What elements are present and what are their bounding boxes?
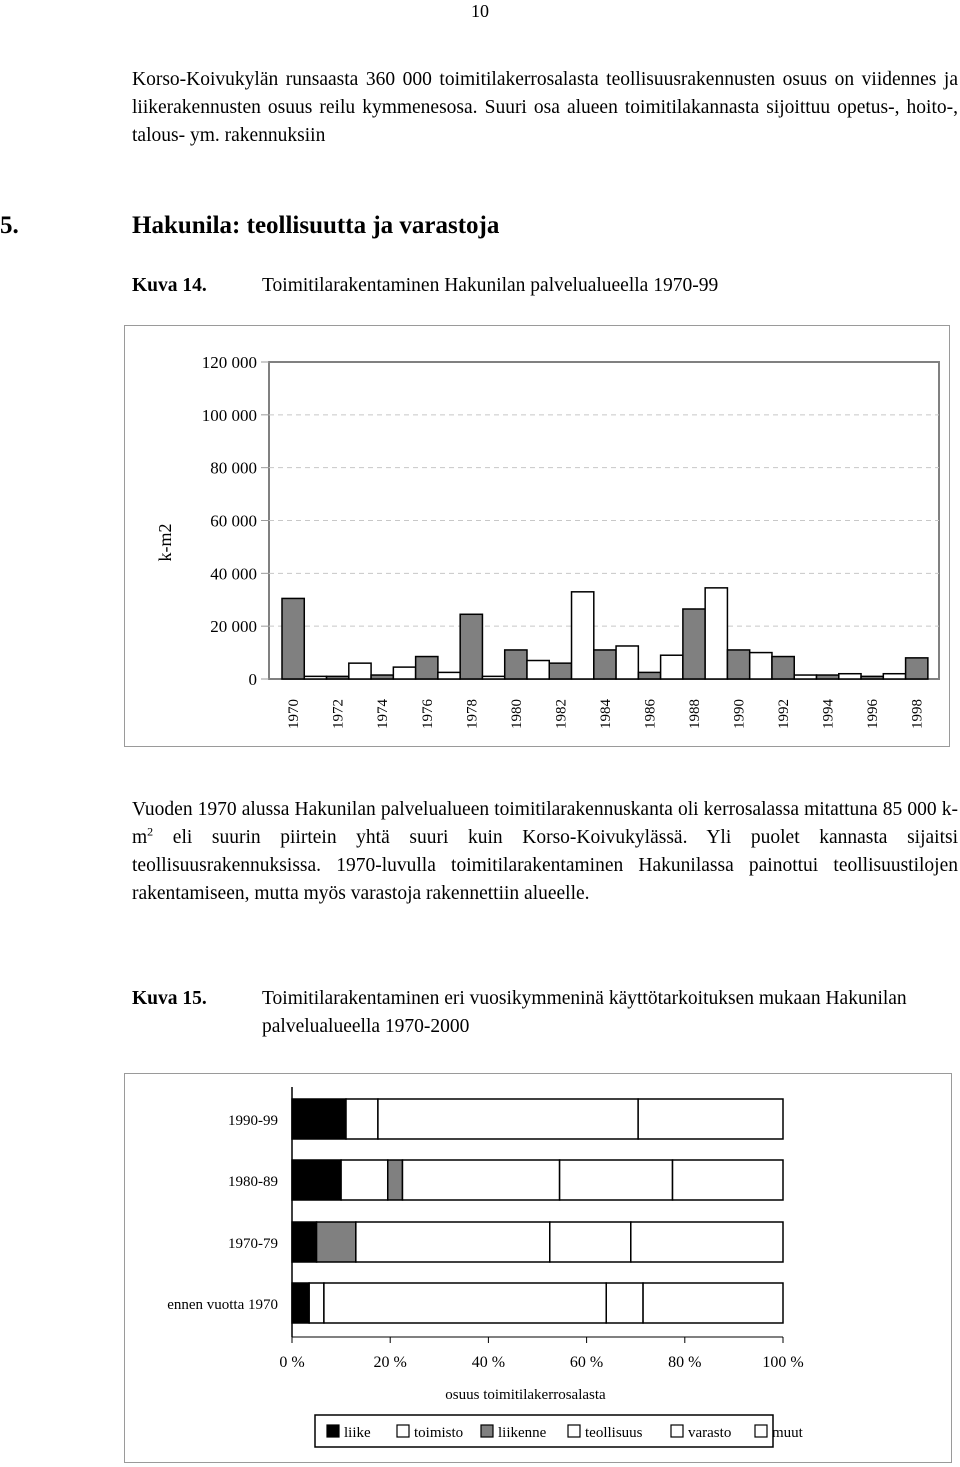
y-tick-label: 80 000 bbox=[210, 458, 257, 478]
segment-toimisto bbox=[346, 1099, 378, 1139]
legend-label: liikenne bbox=[498, 1425, 547, 1441]
x-tick-label: 1972 bbox=[330, 699, 347, 729]
legend-swatch-liike bbox=[327, 1425, 339, 1437]
segment-teollisuus bbox=[356, 1222, 550, 1262]
legend-label: liike bbox=[344, 1425, 371, 1441]
figure-14-caption bbox=[132, 272, 958, 302]
bar bbox=[460, 614, 482, 679]
x-tick-label: 1990 bbox=[731, 699, 748, 729]
x-tick-label: 1992 bbox=[776, 699, 793, 729]
bar bbox=[772, 657, 794, 679]
intro-paragraph: Korso-Koivukylän runsaasta 360 000 toimitilakerrosalasta teollisuusrakennusten osuus on viidennes ja liikerakennusten osuus reilu kymmenesosa. Suuri osa alueen toimitilakannasta sijoittuu opetus-, hoito-, talous- ym. rakennuksiin bbox=[132, 69, 958, 146]
segment-teollisuus bbox=[378, 1099, 638, 1139]
category-label: 1980-89 bbox=[228, 1174, 278, 1190]
x-tick-label: 100 % bbox=[762, 1354, 804, 1371]
segment-liike bbox=[292, 1099, 346, 1139]
segment-muut bbox=[673, 1160, 783, 1200]
x-tick-label: 40 % bbox=[471, 1354, 506, 1371]
x-tick-label: 1980 bbox=[508, 699, 525, 729]
y-tick-label: 60 000 bbox=[210, 511, 257, 531]
figure-14-caption-text: Toimitilarakentaminen Hakunilan palvelualueella 1970-99 bbox=[262, 275, 719, 296]
x-tick-label: 0 % bbox=[279, 1354, 305, 1371]
segment-liikenne bbox=[388, 1160, 403, 1200]
bar bbox=[572, 592, 594, 679]
bar bbox=[750, 653, 772, 679]
x-axis-label: osuus toimitilakerrosalasta bbox=[445, 1387, 606, 1403]
bar bbox=[883, 674, 905, 679]
segment-muut bbox=[643, 1283, 783, 1323]
legend-swatch-muut bbox=[755, 1425, 767, 1437]
page-number: 10 bbox=[471, 1, 489, 21]
body-paragraph-superscript: 2 bbox=[147, 824, 154, 839]
segment-toimisto bbox=[309, 1283, 324, 1323]
section-number: 5. bbox=[0, 212, 19, 239]
bar bbox=[549, 663, 571, 679]
bar bbox=[727, 650, 749, 679]
section-title: Hakunila: teollisuutta ja varastoja bbox=[132, 212, 500, 239]
category-label: ennen vuotta 1970 bbox=[167, 1297, 278, 1313]
figure-14-label: Kuva 14. bbox=[132, 275, 207, 296]
bar bbox=[906, 658, 928, 679]
bar bbox=[839, 674, 861, 679]
bar bbox=[794, 675, 816, 679]
x-tick-label: 80 % bbox=[668, 1354, 702, 1371]
segment-teollisuus bbox=[402, 1160, 559, 1200]
x-tick-label: 1994 bbox=[820, 699, 837, 729]
bar bbox=[861, 676, 883, 679]
bar bbox=[438, 672, 460, 679]
x-tick-label: 1974 bbox=[375, 699, 392, 729]
x-tick-label: 1984 bbox=[597, 699, 614, 729]
annual-construction-chart bbox=[124, 325, 950, 747]
bar bbox=[416, 657, 438, 679]
bar bbox=[349, 663, 371, 679]
bar bbox=[327, 676, 349, 679]
x-tick-label: 1976 bbox=[419, 699, 436, 729]
x-tick-label: 20 % bbox=[373, 1354, 407, 1371]
legend-label: muut bbox=[772, 1425, 803, 1441]
y-tick-label: 120 000 bbox=[201, 353, 257, 372]
figure-15-label: Kuva 15. bbox=[132, 988, 207, 1009]
segment-liike bbox=[292, 1160, 341, 1200]
bar bbox=[594, 650, 616, 679]
x-tick-label: 1986 bbox=[642, 699, 659, 729]
segment-muut bbox=[638, 1099, 783, 1139]
legend-label: teollisuus bbox=[585, 1425, 643, 1441]
body-paragraph-start: Vuoden 1970 alussa Hakunilan palvelualueen toimitilarakennuskanta oli kerrosalassa mitattuna 85 000 k-m bbox=[132, 799, 958, 848]
legend-label: varasto bbox=[688, 1425, 732, 1441]
bar bbox=[705, 588, 727, 679]
annual-construction-chart-svg bbox=[125, 326, 949, 746]
bar bbox=[304, 676, 326, 679]
y-tick-label: 40 000 bbox=[210, 564, 257, 584]
category-label: 1970-79 bbox=[228, 1236, 278, 1252]
usage-share-chart bbox=[124, 1073, 952, 1463]
bar bbox=[638, 672, 660, 679]
segment-varasto bbox=[606, 1283, 643, 1323]
body-paragraph-end: eli suurin piirtein yhtä suuri kuin Korso-Koivukylässä. Yli puolet kannasta sijaitsi teollisuusrakennuksissa. 1970-luvulla toimitilarakentaminen Hakunilassa painottui teollisuustilojen rakentamiseen, mutta myös varastoja rakennettiin alueelle. bbox=[132, 827, 958, 904]
bar bbox=[527, 661, 549, 679]
usage-share-chart-svg bbox=[125, 1074, 951, 1462]
y-tick-label: 100 000 bbox=[201, 405, 257, 425]
x-tick-label: 1982 bbox=[553, 699, 570, 729]
segment-liike bbox=[292, 1283, 309, 1323]
body-paragraph bbox=[132, 796, 958, 908]
bar bbox=[482, 676, 504, 679]
x-tick-label: 1978 bbox=[464, 699, 481, 729]
figure-15-caption-text: Toimitilarakentaminen eri vuosikymmeninä käyttötarkoituksen mukaan Hakunilan palvelualueella 1970-2000 bbox=[262, 988, 907, 1037]
bar bbox=[393, 667, 415, 679]
segment-varasto bbox=[550, 1222, 631, 1262]
segment-teollisuus bbox=[324, 1283, 606, 1323]
category-label: 1990-99 bbox=[228, 1113, 278, 1129]
bar bbox=[817, 675, 839, 679]
bar bbox=[505, 650, 527, 679]
x-tick-label: 1998 bbox=[909, 699, 926, 729]
segment-muut bbox=[631, 1222, 783, 1262]
legend-swatch-teollisuus bbox=[568, 1425, 580, 1437]
segment-liike bbox=[292, 1222, 317, 1262]
segment-varasto bbox=[560, 1160, 673, 1200]
x-tick-label: 60 % bbox=[569, 1354, 604, 1371]
legend-swatch-toimisto bbox=[397, 1425, 409, 1437]
bar bbox=[282, 598, 304, 679]
legend-swatch-varasto bbox=[671, 1425, 683, 1437]
bar bbox=[661, 655, 683, 679]
legend-label: toimisto bbox=[414, 1425, 464, 1441]
x-tick-label: 1970 bbox=[286, 699, 303, 729]
segment-toimisto bbox=[341, 1160, 388, 1200]
y-axis-label: k-m2 bbox=[155, 523, 175, 562]
y-tick-label: 0 bbox=[248, 670, 257, 689]
bar bbox=[683, 609, 705, 679]
y-tick-label: 20 000 bbox=[210, 617, 257, 637]
bar bbox=[371, 675, 393, 679]
x-tick-label: 1988 bbox=[687, 699, 704, 729]
segment-liikenne bbox=[317, 1222, 356, 1262]
x-tick-label: 1996 bbox=[865, 699, 882, 729]
legend-swatch-liikenne bbox=[481, 1425, 493, 1437]
bar bbox=[616, 646, 638, 679]
figure-15-caption bbox=[132, 985, 958, 1043]
